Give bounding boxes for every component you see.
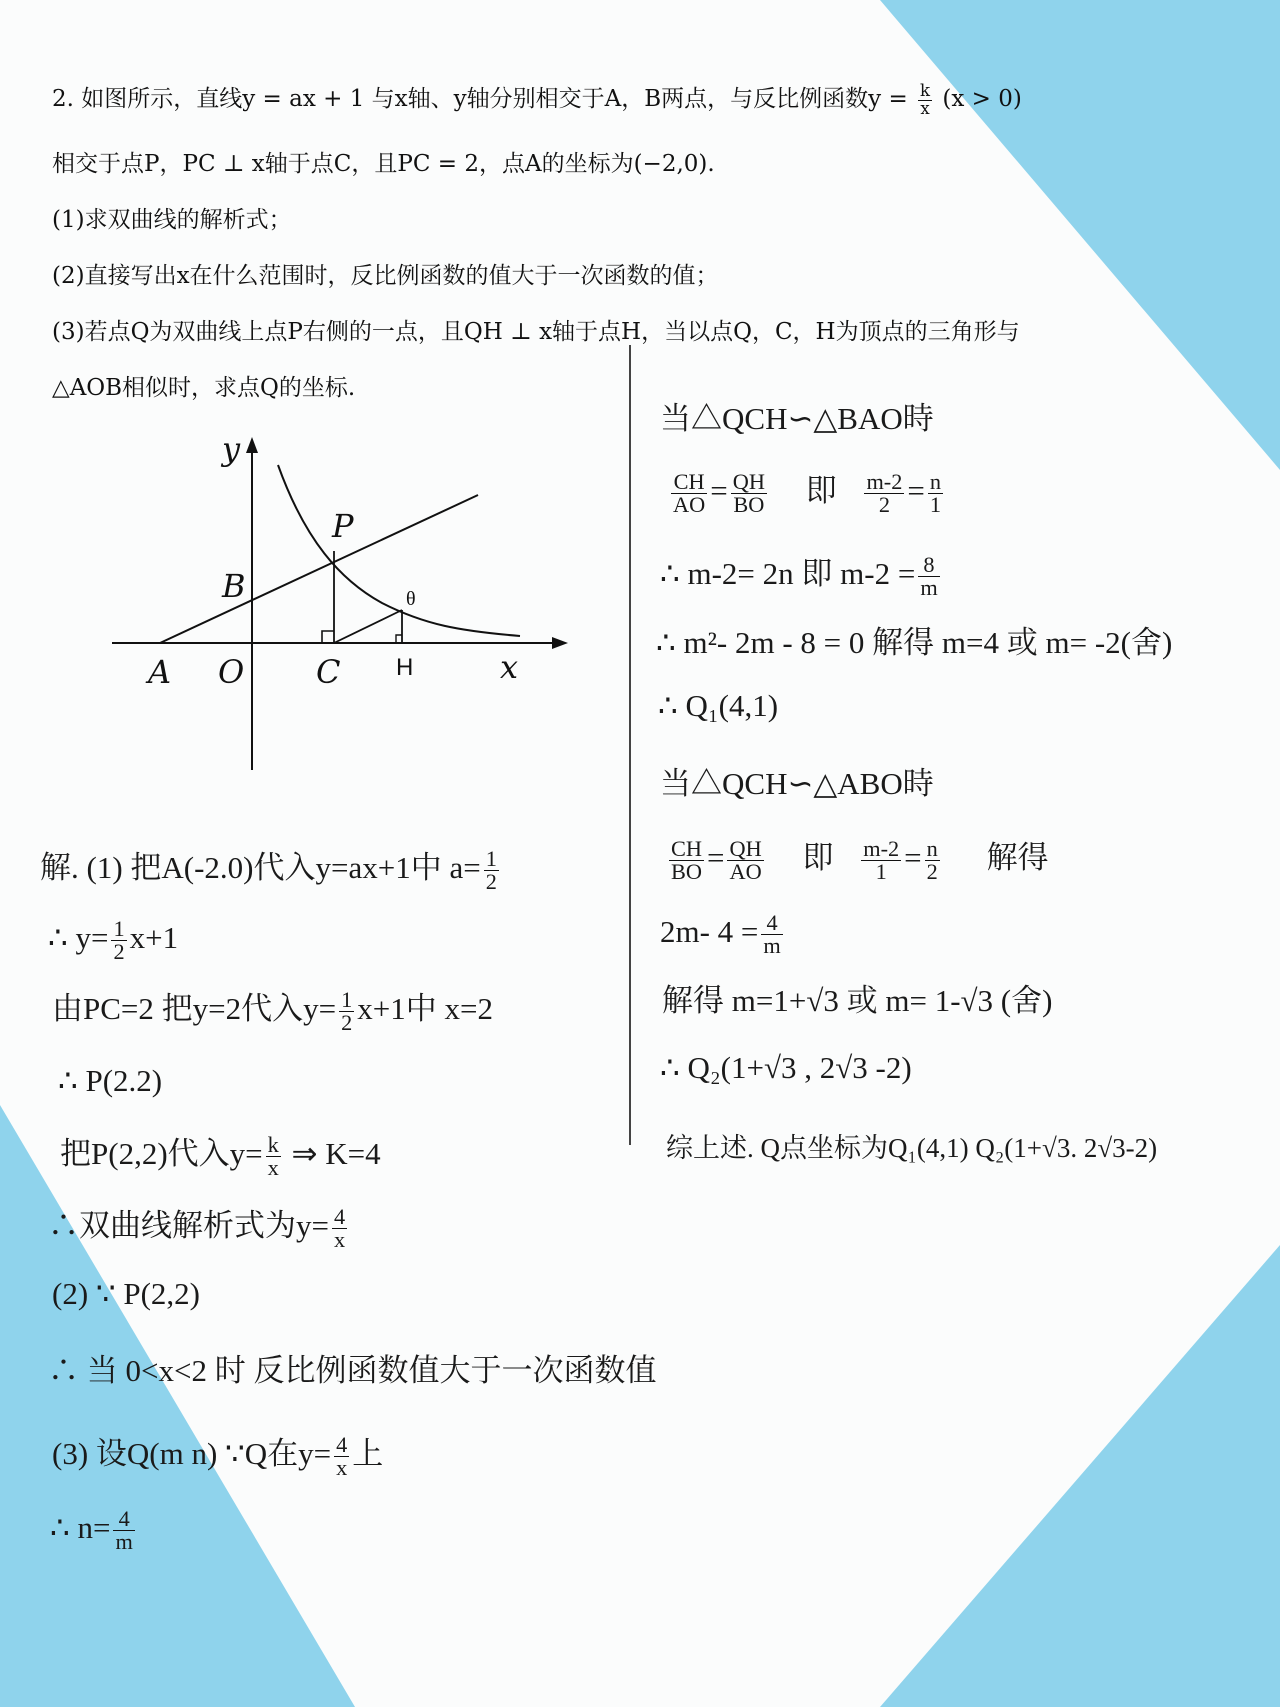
sol-line-2-pre: ∴ y= xyxy=(48,919,109,955)
frac-den: x xyxy=(267,1155,279,1181)
frac-num: 8 xyxy=(918,554,939,577)
frac-num: CH xyxy=(671,471,707,494)
frac-den: AO xyxy=(673,492,706,518)
sol-right-8 xyxy=(660,912,786,958)
sol-right-8-pre: 2m- 4 = xyxy=(660,913,759,949)
frac-num: QH xyxy=(732,469,765,495)
ji-text: 即 xyxy=(805,473,837,508)
frac-4-x xyxy=(332,1206,347,1252)
label-C: C xyxy=(316,653,341,691)
question-3-cont: △AOB相似时，求点Q的坐标. xyxy=(52,375,356,401)
line-y-ax-plus-1 xyxy=(160,495,478,643)
frac-n-2 xyxy=(925,838,940,884)
frac-num: 1 xyxy=(341,987,353,1013)
y-axis-arrow xyxy=(246,437,258,453)
label-B: B xyxy=(222,567,246,605)
sol-line-5-pre: 把P(2,2)代入y= xyxy=(60,1136,263,1171)
sol-right-6: 当△QCH∽△ABO時 xyxy=(660,766,934,801)
sol-line-9-pre: (3) 设Q(m n) ∵Q在y= xyxy=(52,1436,332,1471)
sol-line-4: ∴ P(2.2) xyxy=(58,1063,163,1098)
sol-line-6-pre: ∴双曲线解析式为y= xyxy=(48,1208,329,1243)
sol-line-8: ∴ 当 0<x<2 时 反比例函数值大于一次函数值 xyxy=(48,1353,657,1388)
k-over-x xyxy=(918,80,932,118)
sol-right-2 xyxy=(668,465,946,517)
frac-ch-bo xyxy=(669,838,704,884)
problem-line-1-text: 2. 如图所示，直线y = ax + 1 与x轴、y轴分别相交于A，B两点，与反比例函数y = xyxy=(52,86,908,112)
sol-line-5 xyxy=(60,1128,381,1180)
column-divider xyxy=(629,345,631,1145)
label-H: H xyxy=(396,654,414,681)
frac-num: n xyxy=(929,469,942,495)
frac-den: 1 xyxy=(929,492,942,518)
frac-den: BO xyxy=(671,859,702,885)
frac-num: k xyxy=(920,80,931,100)
sol-right-7 xyxy=(666,832,1049,884)
frac-den: AO xyxy=(729,859,762,885)
frac-den: 2 xyxy=(485,869,497,895)
equals: = xyxy=(907,473,925,508)
frac-den: 1 xyxy=(875,859,887,885)
frac-ch-ao xyxy=(671,471,707,517)
frac-qh-bo xyxy=(731,471,767,517)
sol-right-3-pre: ∴ m-2= 2n 即 m-2 = xyxy=(660,556,916,591)
frac-den: 2 xyxy=(926,859,938,885)
frac-den: x xyxy=(920,98,930,118)
segment-CQ xyxy=(334,610,402,643)
frac-num: 4 xyxy=(761,912,782,935)
ji-text: 即 xyxy=(802,840,834,875)
frac-num: 4 xyxy=(113,1508,134,1531)
sol-right-9: 解得 m=1+√3 或 m= 1-√3 (舍) xyxy=(662,983,1053,1018)
frac-den: m xyxy=(920,575,938,601)
equals: = xyxy=(904,840,922,875)
problem-line-1 xyxy=(52,80,1022,117)
sol-line-9-post: 上 xyxy=(352,1436,384,1471)
frac-den: 2 xyxy=(113,939,125,965)
frac-m2-2 xyxy=(864,471,904,517)
sol-line-3-pre: 由PC=2 把y=2代入y= xyxy=(52,991,337,1026)
x-axis-arrow xyxy=(552,637,568,649)
sol-line-10 xyxy=(50,1508,138,1554)
label-P: P xyxy=(332,507,354,545)
frac-num: n xyxy=(926,836,938,862)
frac-num: k xyxy=(267,1132,279,1158)
label-x: x xyxy=(500,648,519,686)
question-2: (2)直接写出x在什么范围时，反比例函数的值大于一次函数的值； xyxy=(52,263,719,289)
sol-right-11: 综上述. Q点坐标为Q₁(4,1) Q₂(1+√3. 2√3-2) xyxy=(666,1133,1158,1163)
sol-right-1: 当△QCH∽△BAO時 xyxy=(660,401,934,436)
frac-4-m xyxy=(761,912,782,958)
frac-k-x xyxy=(266,1134,281,1180)
frac-den: BO xyxy=(733,492,765,518)
label-Q: θ xyxy=(406,588,416,610)
jiede-text: 解得 xyxy=(986,840,1049,875)
frac-den: m xyxy=(115,1529,133,1555)
frac-num: 1 xyxy=(485,846,497,872)
coordinate-figure xyxy=(100,425,570,785)
frac-num: QH xyxy=(729,836,762,862)
question-3: (3)若点Q为双曲线上点P右侧的一点，且QH ⊥ x轴于点H，当以点Q，C，H为顶点的三角形与 xyxy=(52,319,1020,345)
frac-1-2 xyxy=(111,918,126,964)
frac-den: m xyxy=(763,933,781,959)
label-O: O xyxy=(218,653,245,691)
sol-right-5: ∴ Q₁(4,1) xyxy=(658,688,779,723)
equals: = xyxy=(710,473,728,508)
sol-line-10-pre: ∴ n= xyxy=(50,1509,111,1545)
equals: = xyxy=(707,840,725,875)
sol-right-4: ∴ m²- 2m - 8 = 0 解得 m=4 或 m= -2(舍) xyxy=(656,625,1173,660)
label-y: y xyxy=(222,430,241,468)
frac-num: m-2 xyxy=(863,836,900,862)
problem-line-1-tail: (x > 0) xyxy=(942,86,1022,112)
sol-line-6 xyxy=(48,1200,350,1252)
label-A: A xyxy=(148,653,172,691)
question-1: (1)求双曲线的解析式； xyxy=(52,207,292,233)
sol-line-1 xyxy=(40,842,502,894)
frac-8-m xyxy=(918,554,939,600)
frac-4-x xyxy=(334,1434,349,1480)
sol-line-3 xyxy=(52,983,493,1035)
frac-n-1 xyxy=(928,471,943,517)
sol-right-3 xyxy=(660,548,943,600)
frac-den: 2 xyxy=(341,1010,353,1036)
frac-qh-ao xyxy=(727,838,763,884)
frac-num: m-2 xyxy=(866,469,903,495)
sol-line-5-post: ⇒ K=4 xyxy=(283,1136,381,1171)
frac-num: 4 xyxy=(333,1204,346,1230)
problem-line-2: 相交于点P，PC ⊥ x轴于点C，且PC = 2，点A的坐标为(−2,0). xyxy=(52,151,715,177)
frac-den: x xyxy=(336,1455,348,1481)
sol-line-2-post: x+1 xyxy=(129,919,179,955)
frac-1-2 xyxy=(339,989,354,1035)
frac-1-2 xyxy=(484,848,499,894)
sol-line-9 xyxy=(52,1428,383,1480)
sol-line-2 xyxy=(48,918,178,964)
sol-line-3-post: x+1中 x=2 xyxy=(357,991,493,1026)
frac-4-m xyxy=(113,1508,134,1554)
frac-num: 1 xyxy=(113,916,125,941)
right-angle-C xyxy=(322,631,334,643)
frac-num: 4 xyxy=(336,1432,348,1458)
hyperbola-curve xyxy=(278,465,520,636)
sol-line-1-text: 解. (1) 把A(-2.0)代入y=ax+1中 a= xyxy=(40,850,481,885)
frac-num: CH xyxy=(671,836,702,862)
frac-den: x xyxy=(333,1227,346,1253)
frac-m2-1 xyxy=(861,838,901,884)
frac-den: 2 xyxy=(878,492,890,518)
sol-line-7: (2) ∵ P(2,2) xyxy=(52,1276,201,1311)
sol-right-10: ∴ Q₂(1+√3 , 2√3 -2) xyxy=(660,1050,912,1085)
